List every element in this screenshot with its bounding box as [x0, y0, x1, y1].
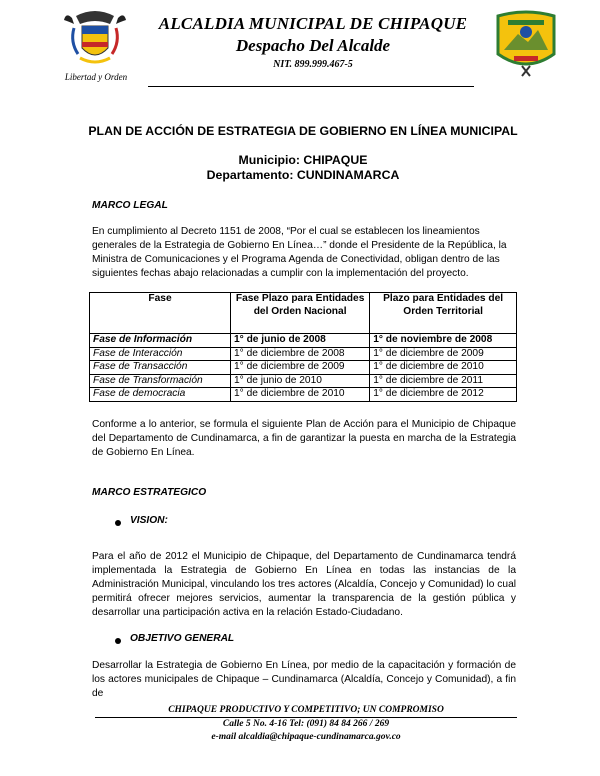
- table-cell: 1° de noviembre de 2008: [370, 334, 517, 348]
- table-cell: Fase de Transacción: [90, 361, 231, 375]
- bullet-icon: [115, 638, 121, 644]
- table-cell: Fase de Información: [90, 334, 231, 348]
- objetivo-general-label: OBJETIVO GENERAL: [130, 633, 235, 644]
- marco-legal-paragraph: En cumplimiento al Decreto 1151 de 2008, “Por el cual se establecen los lineamientos generales de la Estrategia de Gobierno En Línea…” donde el Presidente de la República, la Ministra de Comunicaciones y el Programa Agenda de Conectividad, obligan dentro de las siguientes fechas abajo relacionadas a cumplir con la implementación del proyecto.: [92, 226, 507, 279]
- header-nit: NIT. 899.999.467-5: [273, 59, 353, 70]
- table-header-row: [90, 293, 517, 334]
- table-header-cell: Fase Plazo para Entidades del Orden Nacional: [231, 293, 370, 334]
- table-cell: 1° de diciembre de 2011: [370, 374, 517, 388]
- footer-address: Calle 5 No. 4-16 Tel: (091) 84 84 266 / 269: [222, 719, 390, 729]
- chipaque-municipal-seal-icon: [494, 10, 558, 80]
- table-cell: 1° de diciembre de 2012: [370, 388, 517, 402]
- table-cell: 1° de diciembre de 2010: [231, 388, 370, 402]
- footer-divider: [95, 717, 517, 718]
- table-cell: 1° de diciembre de 2009: [231, 361, 370, 375]
- table-cell: 1° de diciembre de 2008: [231, 347, 370, 361]
- footer-email: e-mail alcaldia@chipaque-cundinamarca.gov.co: [211, 732, 401, 742]
- table-row: [90, 347, 517, 361]
- vision-label: VISION:: [130, 515, 168, 526]
- table-cell: Fase de democracia: [90, 388, 231, 402]
- table-cell: Fase de Interacción: [90, 347, 231, 361]
- table-cell: 1° de junio de 2010: [231, 374, 370, 388]
- marco-legal-heading: MARCO LEGAL: [92, 200, 168, 211]
- header-divider: [148, 86, 474, 87]
- table-header-cell: Fase: [90, 293, 231, 334]
- vision-paragraph: Para el año de 2012 el Municipio de Chipaque, del Departamento de Cundinamarca tendrá implementada la Estrategia de Gobierno En Línea en todas las instancias de la Administración Municipal, vinculando los tres actores (Alcaldía, Concejo y Comunidad) lo cual permitirá ofrecer mejores servicios, aumentar la transparencia de la gestión pública y desarrollar una participación activa en la relación Estado-Ciudadano.: [92, 551, 516, 618]
- municipio-label: Municipio: CHIPAQUE: [238, 153, 368, 167]
- table-cell: Fase de Transformación: [90, 374, 231, 388]
- marco-estrategico-heading: MARCO ESTRATEGICO: [92, 487, 207, 498]
- bullet-icon: [115, 520, 121, 526]
- table-header-cell: Plazo para Entidades del Orden Territorial: [370, 293, 517, 334]
- colombia-coat-of-arms-icon: [62, 8, 128, 70]
- objetivo-paragraph: Desarrollar la Estrategia de Gobierno En Línea, por medio de la capacitación y formación de los actores municipales de Chipaque – Cundinamarca (Alcaldía, Concejo y Comunidad), a fin de: [92, 660, 516, 699]
- departamento-label: Departamento: CUNDINAMARCA: [206, 168, 400, 182]
- table-cell: 1° de diciembre de 2010: [370, 361, 517, 375]
- table-cell: 1° de junio de 2008: [231, 334, 370, 348]
- footer-slogan: CHIPAQUE PRODUCTIVO Y COMPETITIVO; UN COMPROMISO: [168, 705, 444, 715]
- table-row: [90, 388, 517, 402]
- table-row: [90, 334, 517, 348]
- table-row: [90, 374, 517, 388]
- header-office-name: ALCALDIA MUNICIPAL DE CHIPAQUE: [158, 14, 468, 33]
- table-row: [90, 361, 517, 375]
- phases-table: [89, 292, 517, 402]
- table-cell: 1° de diciembre de 2009: [370, 347, 517, 361]
- header-office-subtitle: Despacho Del Alcalde: [235, 36, 391, 55]
- conforme-paragraph: Conforme a lo anterior, se formula el siguiente Plan de Acción para el Municipio de Chipaque del Departamento de Cundinamarca, a fin de garantizar la puesta en marcha de la Estrategia de Gobierno En Línea.: [92, 419, 516, 458]
- document-title: PLAN DE ACCIÓN DE ESTRATEGIA DE GOBIERNO EN LÍNEA MUNICIPAL: [88, 124, 518, 138]
- emblem-caption: Libertad y Orden: [64, 72, 128, 82]
